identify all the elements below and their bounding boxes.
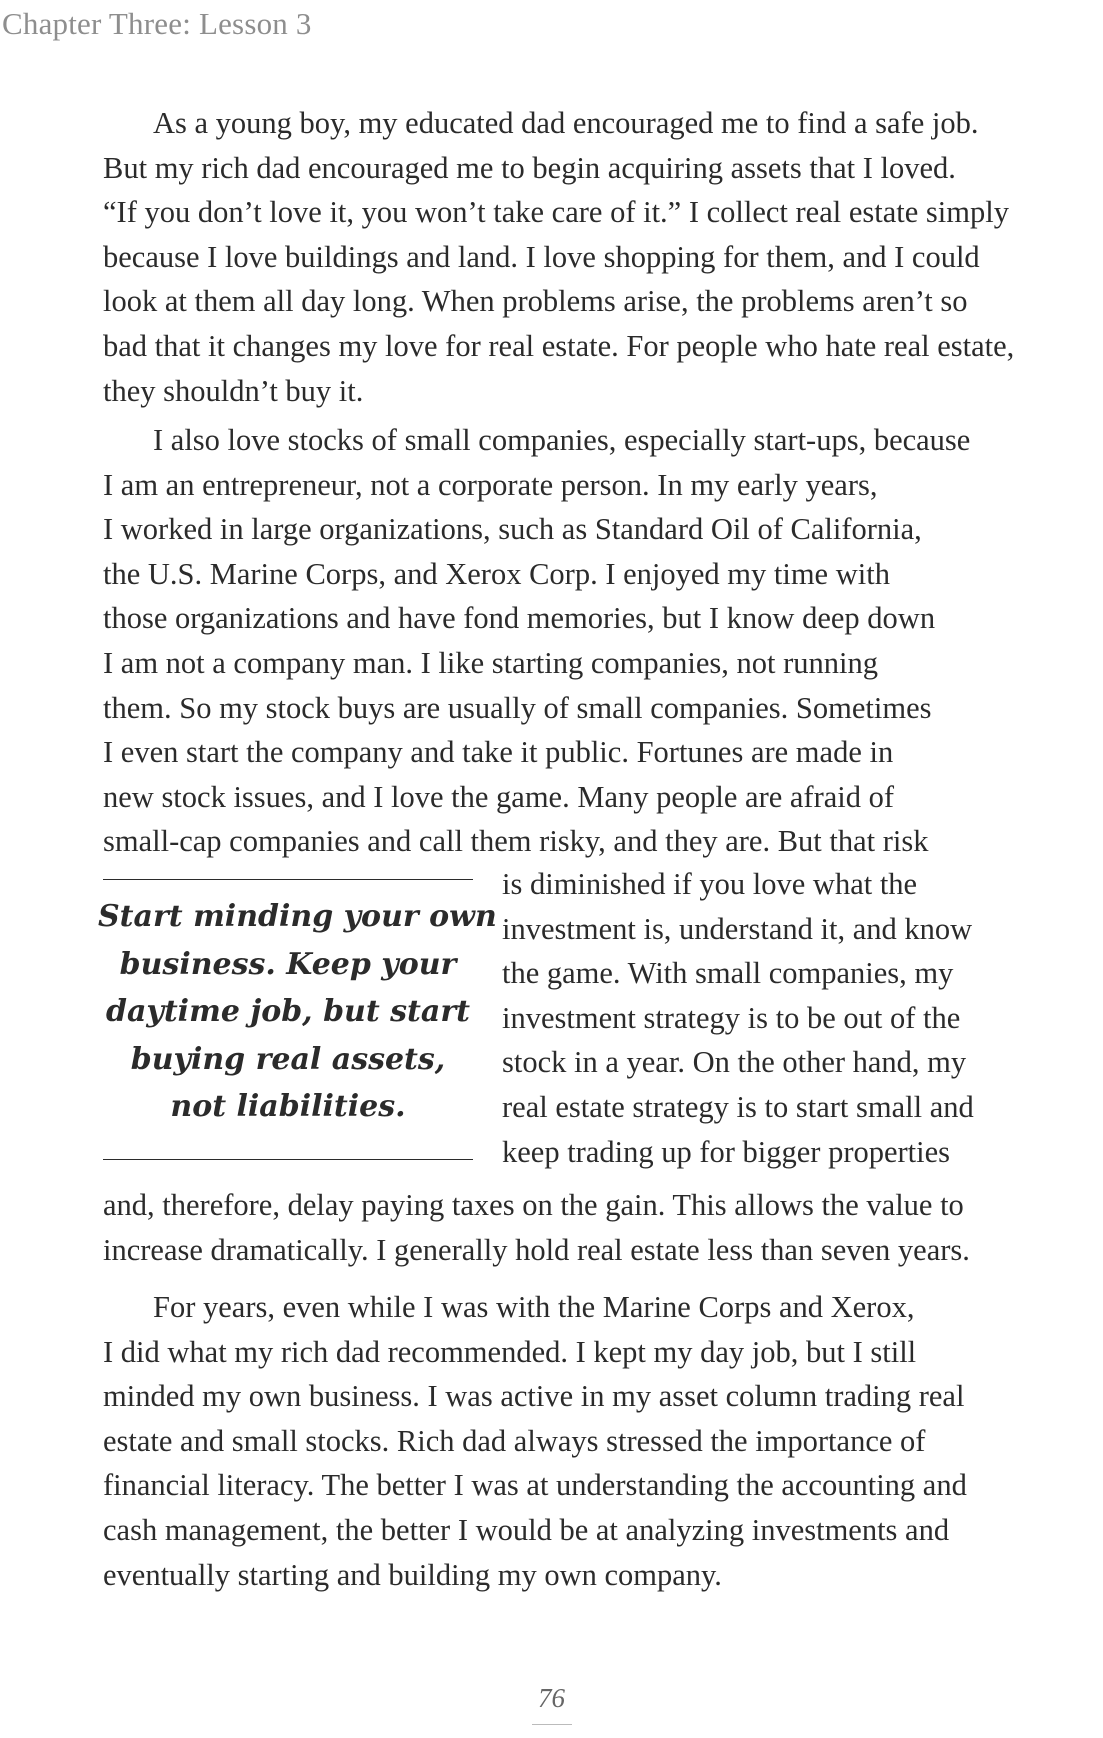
text-line: they shouldn’t buy it. — [103, 373, 364, 408]
text-line: real estate strategy is to start small and — [502, 1089, 974, 1124]
text-line: I even start the company and take it public. Fortunes are made in — [103, 735, 894, 770]
pull-quote — [98, 893, 497, 1131]
text-line: increase dramatically. I generally hold real estate less than seven years. — [103, 1232, 970, 1267]
text-line: cash management, the better I would be at analyzing investments and — [103, 1512, 950, 1547]
page-number: 76 — [538, 1683, 565, 1713]
text-line: bad that it changes my love for real estate. For people who hate real estate, — [103, 328, 1015, 363]
text-line: the game. With small companies, my — [502, 956, 954, 991]
text-line: estate and small stocks. Rich dad always stressed the importance of — [103, 1423, 926, 1458]
text-line: the U.S. Marine Corps, and Xerox Corp. I enjoyed my time with — [103, 556, 890, 591]
paragraph-2 — [103, 418, 1003, 864]
pull-quote-line: buying real assets, — [130, 1041, 446, 1077]
text-line: small-cap companies and call them risky, and they are. But that risk — [103, 824, 929, 859]
text-line: them. So my stock buys are usually of small companies. Sometimes — [103, 690, 932, 725]
paragraph-3 — [103, 1285, 1003, 1597]
text-line: look at them all day long. When problems arise, the problems aren’t so — [103, 284, 968, 319]
text-line: those organizations and have fond memories, but I know deep down — [103, 601, 936, 636]
text-line: because I love buildings and land. I love shopping for them, and I could — [103, 239, 980, 274]
text-line: new stock issues, and I love the game. Many people are afraid of — [103, 779, 895, 814]
text-line: But my rich dad encouraged me to begin acquiring assets that I loved. — [103, 150, 956, 185]
text-line: eventually starting and building my own company. — [103, 1557, 722, 1592]
text-line: As a young boy, my educated dad encouraged me to find a safe job. — [153, 106, 979, 140]
text-line: I am not a company man. I like starting companies, not running — [103, 645, 879, 680]
text-line: I did what my rich dad recommended. I kept my day job, but I still — [103, 1334, 917, 1369]
text-line: financial literacy. The better I was at understanding the accounting and — [103, 1468, 967, 1503]
text-line: investment strategy is to be out of the — [502, 1000, 961, 1035]
text-line: keep trading up for bigger properties — [502, 1134, 951, 1169]
pull-quote-line: Start minding your own — [98, 899, 497, 934]
text-line: minded my own business. I was active in my asset column trading real — [103, 1379, 965, 1414]
pull-quote-top-rule — [103, 879, 473, 880]
paragraph-2-wrapped-column — [502, 862, 1002, 1174]
running-head: Chapter Three: Lesson 3 — [2, 6, 312, 41]
text-line: is diminished if you love what the — [502, 867, 918, 901]
paragraph-2-end — [103, 1183, 1003, 1272]
text-line: For years, even while I was with the Marine Corps and Xerox, — [153, 1290, 915, 1324]
pull-quote-line: not liabilities. — [170, 1089, 406, 1125]
text-line: I also love stocks of small companies, especially start-ups, because — [153, 423, 971, 457]
text-line: I worked in large organizations, such as Standard Oil of California, — [103, 512, 922, 547]
text-line: I am an entrepreneur, not a corporate person. In my early years, — [103, 467, 878, 502]
text-line: stock in a year. On the other hand, my — [502, 1045, 967, 1080]
text-line: “If you don’t love it, you won’t take care of it.” I collect real estate simply — [103, 195, 1009, 230]
text-line: and, therefore, delay paying taxes on the gain. This allows the value to — [103, 1188, 964, 1222]
text-line: investment is, understand it, and know — [502, 911, 973, 946]
pull-quote-bottom-rule — [103, 1159, 473, 1160]
page-number-rule — [532, 1724, 572, 1725]
pull-quote-line: business. Keep your — [119, 946, 457, 982]
paragraph-1 — [103, 101, 1015, 413]
pull-quote-line: daytime job, but start — [105, 994, 471, 1030]
